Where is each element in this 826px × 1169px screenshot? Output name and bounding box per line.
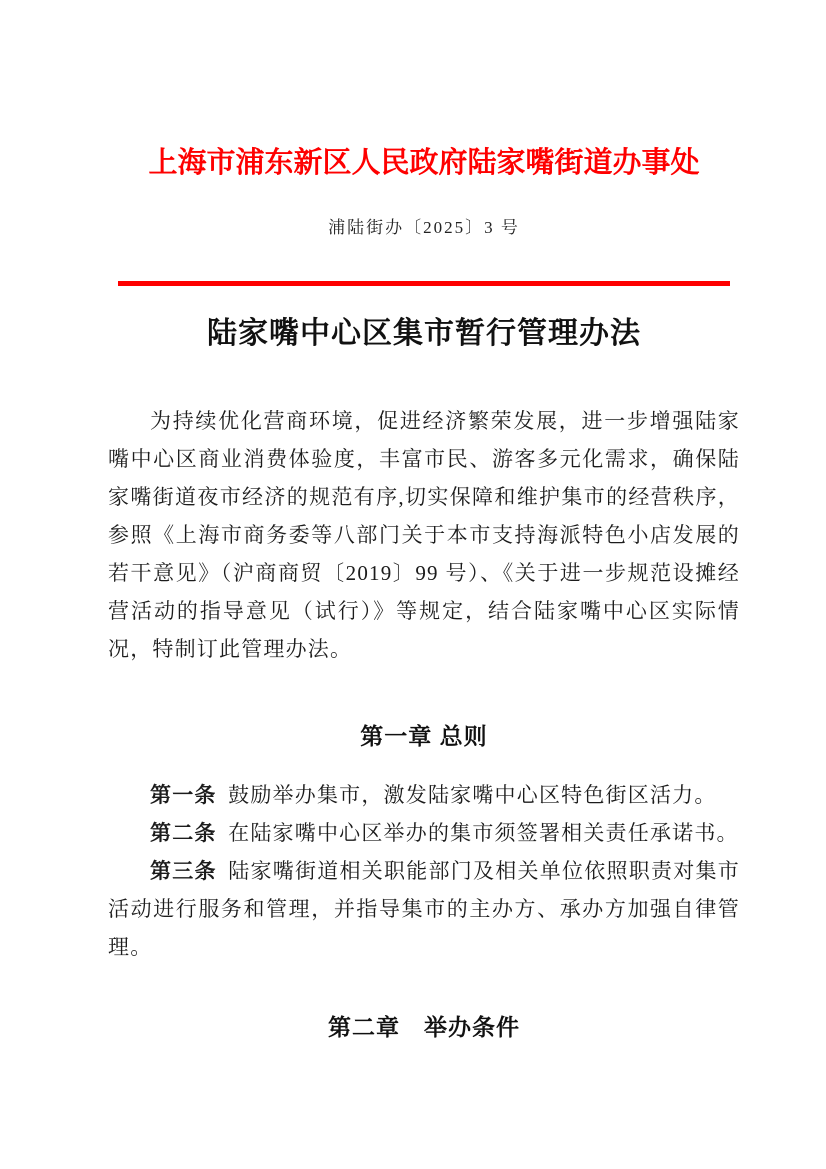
red-divider-line xyxy=(118,281,730,286)
article-item-2 xyxy=(108,814,740,852)
article-text-3: 陆家嘴街道相关职能部门及相关单位依照职责对集市活动进行服务和管理，并指导集市的主办方、承办方加强自律管理。 xyxy=(108,859,740,959)
article-text-2: 在陆家嘴中心区举办的集市须签署相关责任承诺书。 xyxy=(228,821,739,845)
document-title: 陆家嘴中心区集市暂行管理办法 xyxy=(207,317,641,350)
chapter-heading-2: 第二章 举办条件 xyxy=(328,1014,520,1040)
article-label-1: 第一条 xyxy=(150,783,217,807)
intro-paragraph: 为持续优化营商环境，促进经济繁荣发展，进一步增强陆家嘴中心区商业消费体验度，丰富市民、游客多元化需求，确保陆家嘴街道夜市经济的规范有序,切实保障和维护集市的经营秩序，参照《上海市商务委等八部门关于本市支持海派特色小店发展的若干意见》（沪商商贸〔2019〕99 号）、《关于进一步规范设摊经营活动的指导意见（试行）》等规定，结合陆家嘴中心区实际情况，特制订此管理办法。 xyxy=(108,409,740,661)
articles-list xyxy=(108,776,740,966)
article-label-2: 第二条 xyxy=(150,821,217,845)
issuer-title: 上海市浦东新区人民政府陆家嘴街道办事处 xyxy=(148,147,700,179)
chapter-heading-1: 第一章 总则 xyxy=(360,723,488,749)
article-item-3 xyxy=(108,852,740,966)
document-content xyxy=(0,149,826,1039)
article-text-1: 鼓励举办集市，激发陆家嘴中心区特色街区活力。 xyxy=(228,783,717,807)
document-number: 浦陆街办〔2025〕3 号 xyxy=(328,218,520,237)
article-label-3: 第三条 xyxy=(150,859,217,883)
article-item-1 xyxy=(108,776,740,814)
